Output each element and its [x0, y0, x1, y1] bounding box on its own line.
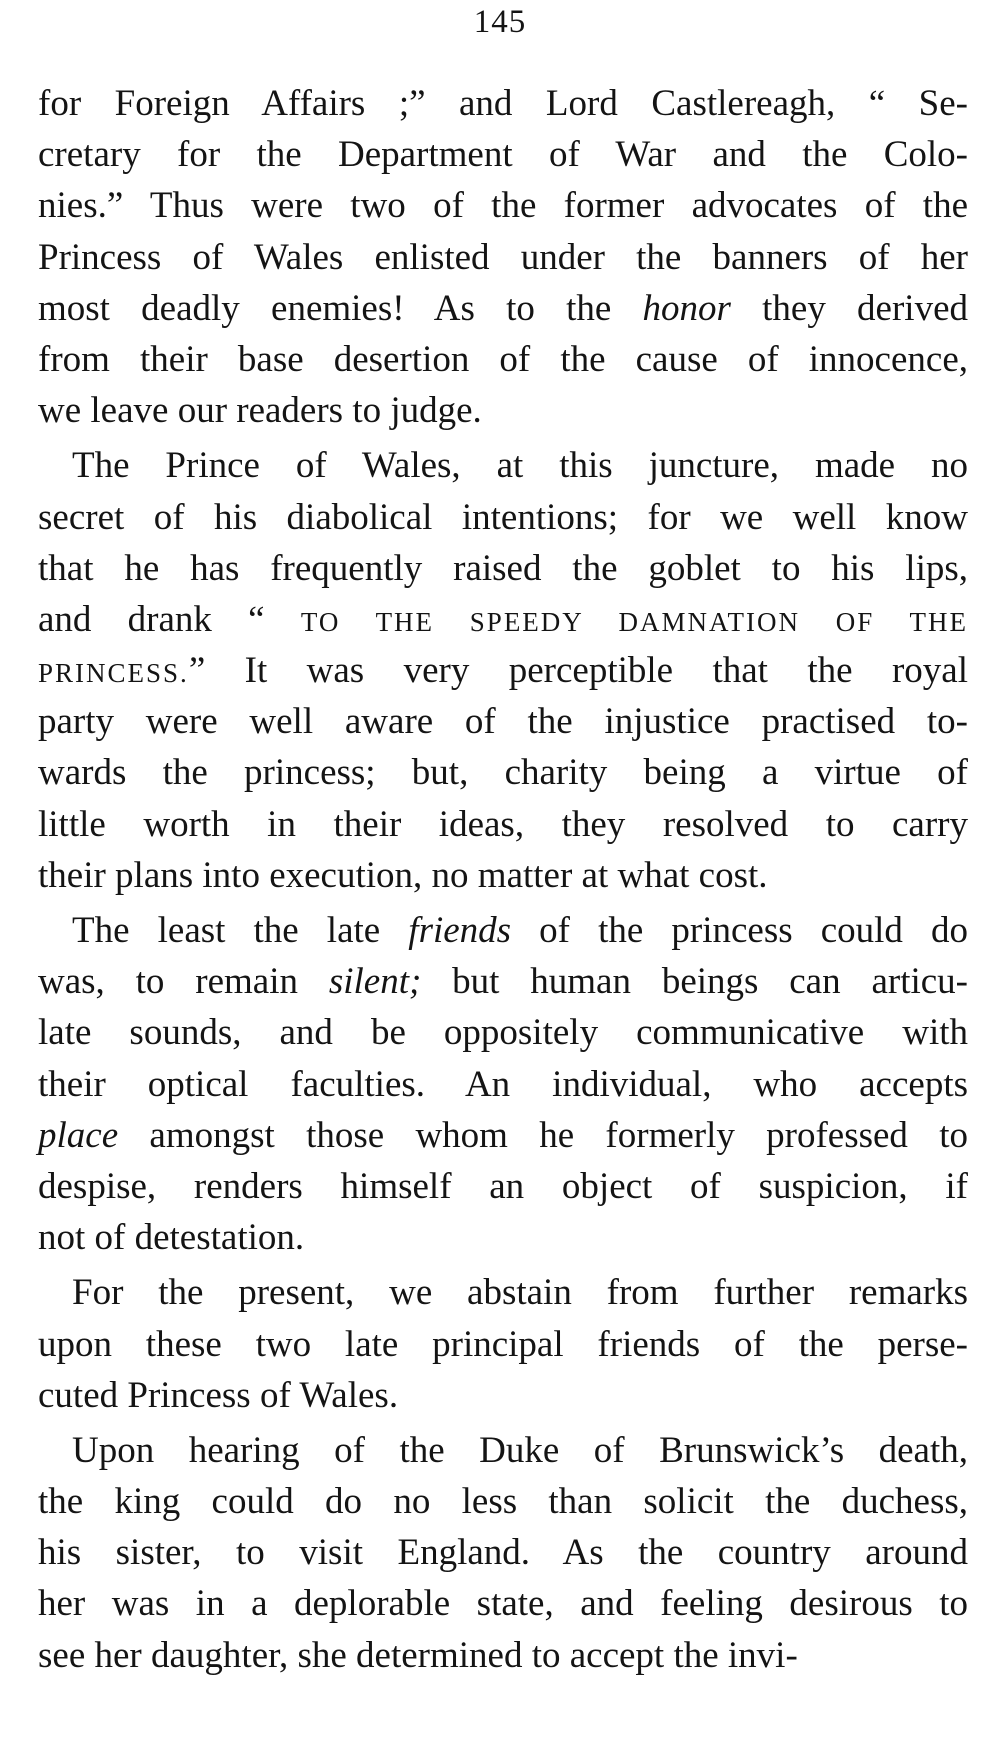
text-line: that he has frequently raised the goblet to his lips,	[38, 547, 968, 589]
text-line: her was in a deplorable state, and feeling desirous to	[38, 1583, 968, 1625]
text-line: upon these two late principal friends of the perse-	[38, 1323, 968, 1365]
small-caps-text: TO THE SPEEDY DAMNATION OF THE	[300, 606, 969, 637]
paragraph	[38, 1421, 968, 1681]
paragraph	[38, 1263, 968, 1421]
text-line: The Prince of Wales, at this juncture, made no	[72, 445, 968, 487]
text-line: nies.” Thus were two of the former advocates of the	[38, 185, 968, 227]
text-run: and drank “	[38, 598, 301, 640]
text-line: wards the princess; but, charity being a virtue of	[38, 752, 968, 794]
paragraph	[38, 436, 968, 901]
italic-word: honor	[642, 287, 731, 329]
text-run: was, to remain	[38, 961, 329, 1003]
page-number: 145	[473, 4, 527, 40]
text-line: see her daughter, she determined to accept the invi-	[38, 1634, 798, 1676]
text-line: cretary for the Department of War and the Colo-	[38, 134, 968, 176]
paragraph	[38, 78, 968, 436]
text-line	[38, 283, 968, 334]
text-line	[38, 1110, 968, 1161]
italic-word: silent;	[328, 961, 422, 1003]
text-line: his sister, to visit England. As the country around	[38, 1532, 968, 1574]
text-line: for Foreign Affairs ;” and Lord Castlereagh, “ Se-	[38, 83, 968, 124]
text-line: their optical faculties. An individual, who accepts	[38, 1063, 968, 1105]
text-line: cuted Princess of Wales.	[38, 1374, 399, 1416]
text-line: not of detestation.	[38, 1217, 305, 1259]
text-line: despise, renders himself an object of suspicion, if	[38, 1165, 968, 1207]
text-run: ” It was very perceptible that the royal	[188, 650, 968, 692]
text-run: they derived	[730, 287, 968, 329]
text-line: the king could do no less than solicit the duchess,	[38, 1481, 968, 1523]
text-line: party were well aware of the injustice practised to-	[38, 701, 968, 743]
text-run: amongst those whom he formerly professed to	[118, 1114, 968, 1156]
text-line	[38, 905, 968, 956]
text-line	[38, 594, 968, 645]
body-text	[38, 78, 968, 1681]
text-line: from their base desertion of the cause of innocence,	[38, 338, 968, 380]
text-run: most deadly enemies! As to the	[38, 287, 643, 329]
italic-word: friends	[408, 910, 512, 951]
text-line	[38, 645, 968, 696]
text-line: late sounds, and be oppositely communicative with	[38, 1012, 968, 1054]
italic-word: place	[38, 1114, 119, 1156]
text-line	[38, 956, 968, 1007]
text-run: of the princess could do	[511, 910, 968, 951]
text-line: Princess of Wales enlisted under the banners of her	[38, 236, 968, 278]
text-line: secret of his diabolical intentions; for we well know	[38, 496, 968, 538]
text-line: For the present, we abstain from further remarks	[72, 1272, 968, 1314]
text-line: Upon hearing of the Duke of Brunswick’s death,	[72, 1429, 968, 1471]
text-line: their plans into execution, no matter at what cost.	[38, 854, 768, 896]
text-run: The least the late	[72, 910, 409, 951]
paragraph	[38, 901, 968, 1263]
text-line: we leave our readers to judge.	[38, 390, 482, 432]
text-line: little worth in their ideas, they resolved to carry	[38, 803, 968, 845]
small-caps-text: PRINCESS.	[38, 658, 189, 689]
text-run: but human beings can articu-	[421, 961, 968, 1003]
